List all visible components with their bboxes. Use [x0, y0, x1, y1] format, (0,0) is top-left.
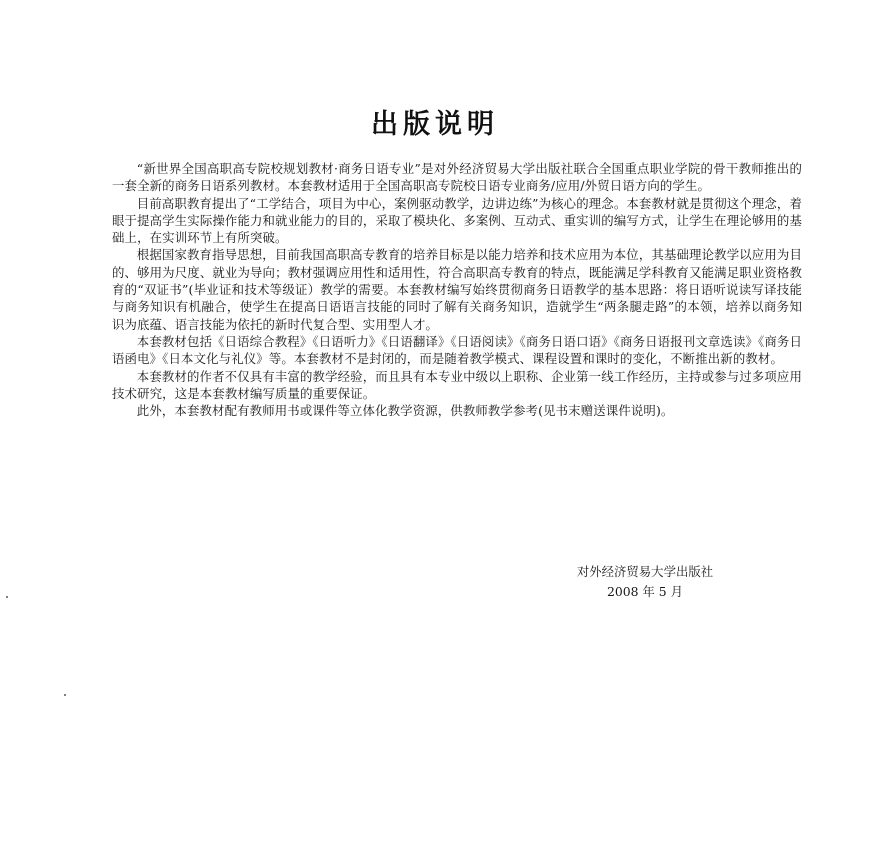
paragraph-6: 此外，本套教材配有教师用书或课件等立体化教学资源，供教师教学参考(见书末赠送课件说明)。: [136, 403, 674, 419]
paragraph-1: “新世界全国高职高专院校规划教材·商务日语专业”是对外经济贸易大学出版社联合全国重点职业学院的骨干教师推出的一套全新的商务日语系列教材。本套教材适用于全国高职高专院校日语专业商务/应用/外贸日语方向的学生。: [112, 161, 802, 194]
page-title: 出版说明: [371, 109, 499, 140]
paragraph-5: 本套教材的作者不仅具有丰富的教学经验，而且具有本专业中级以上职称、企业第一线工作经历，主持或参与过多项应用技术研究，这是本套教材编写质量的重要保证。: [112, 368, 802, 401]
scan-speck: [64, 694, 66, 696]
scan-speck: [6, 596, 8, 598]
publisher-name: 对外经济贸易大学出版社: [576, 564, 714, 579]
publication-date: 2008 年 5 月: [606, 584, 683, 599]
paragraph-4: 本套教材包括《日语综合教程》《日语听力》《日语翻译》《日语阅读》《商务日语口语》《商务日语报刊文章选读》《商务日语函电》《日本文化与礼仪》等。本套教材不是封闭的，而是随着教学模式、课程设置和课时的变化，不断推出新的教材。: [112, 333, 802, 367]
paragraph-3: 根据国家教育指导思想，目前我国高职高专教育的培养目标是以能力培养和技术应用为本位，其基础理论教学以应用为目的、够用为尺度、就业为导向；教材强调应用性和适用性，符合高职高专教育的特点，既能满足学科教育又能满足职业资格教育的“双证书”(毕业证和技术等级证）教学的需要。本套教材编写始终贯彻商务日语教学的基本思路：将日语听说读写译技能与商务知识有机融合，使学生在提高日语语言技能的同时了解有关商务知识，造就学生“两条腿走路”的本领，培养以商务知识为底蕴、语言技能为依托的新时代复合型、实用型人才。: [112, 247, 802, 332]
document-body: [112, 160, 802, 419]
signature-block: [520, 562, 770, 602]
paragraph-2: 目前高职教育提出了“工学结合，项目为中心，案例驱动教学，边讲边练”为核心的理念。本套教材就是贯彻这个理念，着眼于提高学生实际操作能力和就业能力的目的，采取了模块化、多案例、互动式、重实训的编写方式，让学生在理论够用的基础上，在实训环节上有所突破。: [112, 195, 802, 246]
